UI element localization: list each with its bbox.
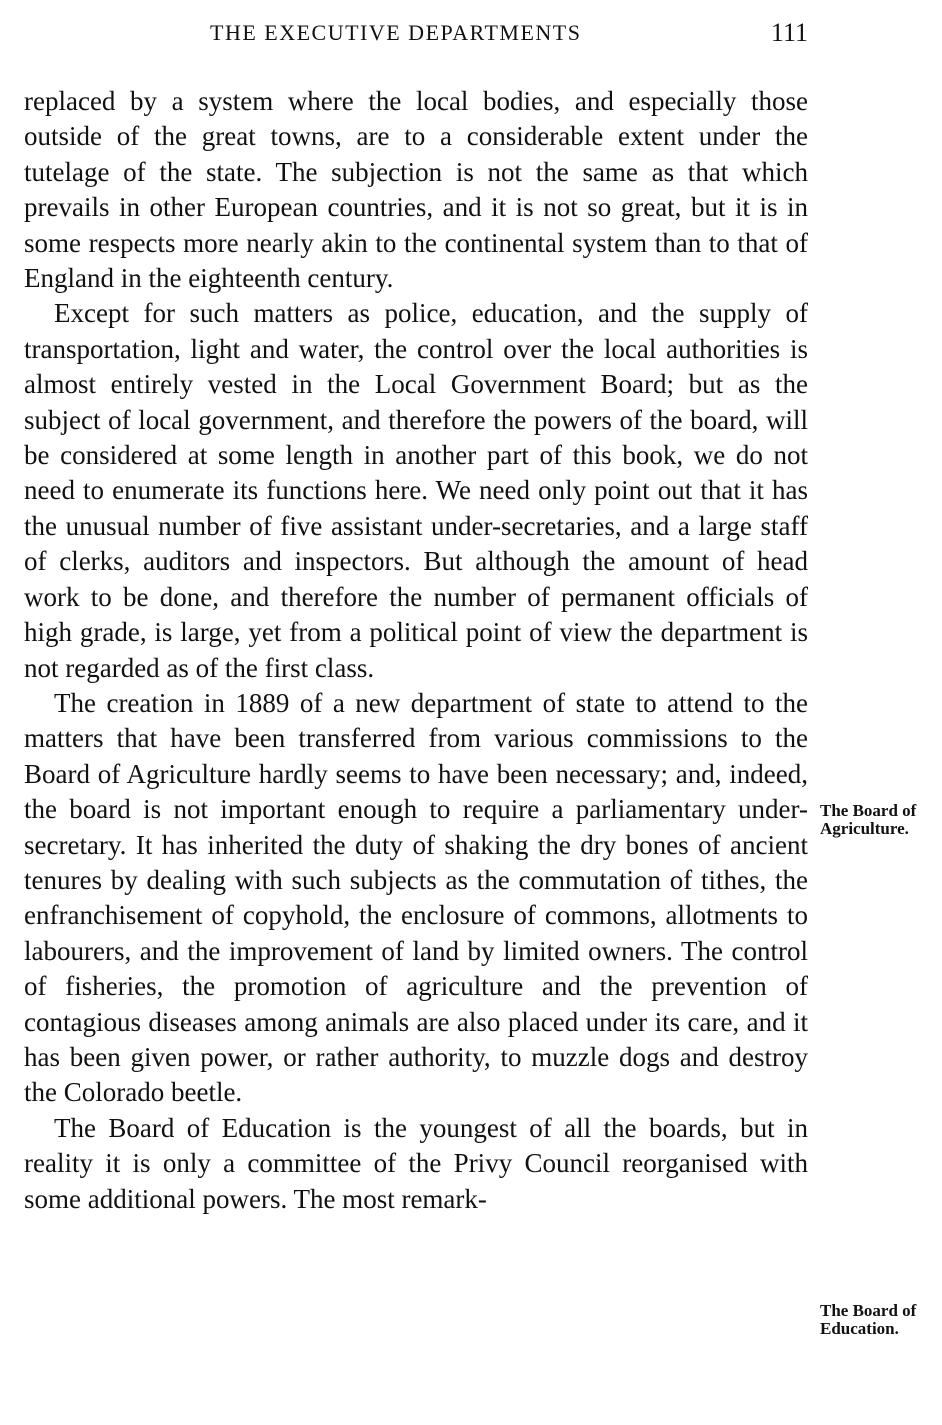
sidenote-board-of-education: The Board of Education. <box>820 1301 917 1338</box>
paragraph-local-government-board: Except for such matters as police, education, and the supply of transportation, light and water, the control over the local authorities is almost entirely vested in the Local Government Board; but as the subject of local government, and therefore the powers of the board, will be considered at some length in another part of this book, we do not need to enumerate its functions here. We need only point out that it has the unusual number of five assistant under-secretaries, and a large staff of clerks, auditors and inspectors. But although the amount of head work to be done, and therefore the number of permanent officials of high grade, is large, yet from a political point of view the department is not regarded as of the first class. <box>24 298 808 683</box>
body-text <box>24 84 808 1217</box>
paragraph-continued: replaced by a system where the local bodies, and especially those outside of the great towns, are to a considerable extent under the tutelage of the state. The subjection is not the same as that which prevails in other European countries, and it is not so great, but it is in some respects more nearly akin to the continental system than to that of England in the eighteenth century. <box>24 86 808 294</box>
running-head <box>24 16 808 50</box>
paragraph-board-of-agriculture: The creation in 1889 of a new department of state to attend to the matters that have been transferred from various commissions to the Board of Agriculture hardly seems to have been necessary; and, indeed, the board is not important enough to require a parliamentary under-secretary. It has inherited the duty of shaking the dry bones of ancient tenures by dealing with such subjects as the commutation of tithes, the enfranchisement of copyhold, the enclosure of commons, allotments to labourers, and the improvement of land by limited owners. The control of fisheries, the promotion of agriculture and the prevention of contagious diseases among animals are also placed under its care, and it has been given power, or rather authority, to muzzle dogs and destroy the Colorado beetle. <box>24 687 808 1108</box>
sidenote-board-of-agriculture: The Board of Agriculture. <box>820 801 917 838</box>
page-number: 111 <box>770 18 808 47</box>
paragraph-board-of-education: The Board of Education is the youngest of all the boards, but in reality it is only a committee of the Privy Council reorganised with some additional powers. The most remark- <box>24 1112 808 1214</box>
running-title: THE EXECUTIVE DEPARTMENTS <box>210 20 582 45</box>
